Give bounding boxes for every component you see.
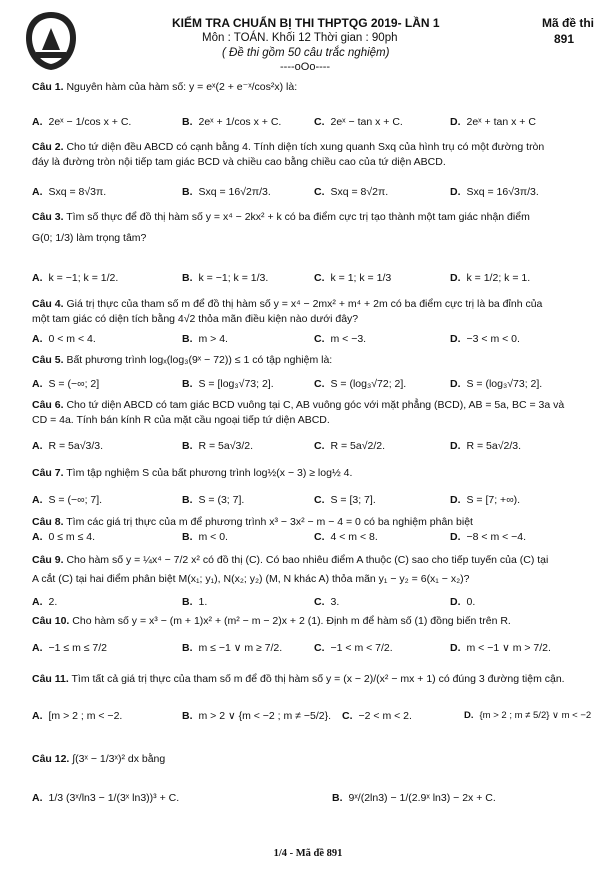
option-a[interactable]: A. 1/3 (3ˣ/ln3 − 1/(3ˣ ln3))³ + C.: [32, 792, 180, 804]
question-2: Câu 2. Cho tứ diện đều ABCD có cạnh bằng 4. Tính diện tích xung quanh Sxq của hình trụ có một đường tròn đáy là đường tròn nội tiếp tam giác BCD và chiều cao bằng chiều cao của tứ diện ABCD.: [32, 141, 545, 168]
option-a[interactable]: A. −1 ≤ m ≤ 7/2: [32, 642, 108, 654]
option-b[interactable]: B. m < 0.: [182, 531, 228, 543]
question-7-options: [32, 494, 592, 514]
option-d[interactable]: D. 0.: [450, 596, 476, 608]
question-2-options: [32, 186, 592, 206]
question-8-options: [32, 531, 592, 551]
option-b[interactable]: B. k = −1; k = 1/3.: [182, 272, 269, 284]
question-12: Câu 12. ∫(3ˣ − 1/3ˣ)² dx bằng: [32, 753, 166, 765]
option-a[interactable]: A. R = 5a√3/3.: [32, 440, 104, 452]
option-a[interactable]: A. 2eˣ − 1/cos x + C.: [32, 116, 132, 128]
option-c[interactable]: C. Sxq = 8√2π.: [314, 186, 389, 198]
question-4-options: [32, 333, 592, 353]
school-logo-icon: [22, 10, 80, 72]
option-c[interactable]: C. 3.: [314, 596, 340, 608]
option-b[interactable]: B. 9ˣ/(2ln3) − 1/(2.9ˣ ln3) − 2x + C.: [332, 792, 496, 804]
question-8: Câu 8. Tìm các giá trị thực của m để phương trình x³ − 3x² − m − 4 = 0 có ba nghiệm phân biệt: [32, 516, 473, 528]
question-3: Câu 3. Tìm số thực để đồ thị hàm số y = x⁴ − 2kx² + k có ba điểm cực trị tạo thành một tam giác nhận điểm G(0; 1/3) làm trọng tâm?: [32, 211, 530, 244]
question-9-options: [32, 596, 592, 616]
question-4: Câu 4. Giá trị thực của tham số m để đồ thị hàm số y = x⁴ − 2mx² + m⁴ + 2m có ba điểm cực trị là ba đỉnh của một tam giác có diện tích bằng 4√2 thỏa mãn điều kiện nào dưới đây?: [32, 298, 543, 325]
question-10-options: [32, 642, 592, 662]
option-c[interactable]: C. S = (log₃√72; 2].: [314, 378, 407, 390]
question-11-options: [32, 710, 592, 730]
option-b[interactable]: B. 2eˣ + 1/cos x + C.: [182, 116, 282, 128]
option-c[interactable]: C. 2eˣ − tan x + C.: [314, 116, 403, 128]
question-5: Câu 5. Bất phương trình logₓ(log₃(9ˣ − 72)) ≤ 1 có tập nghiệm là:: [32, 354, 333, 366]
question-12-options: [32, 792, 592, 812]
option-b[interactable]: B. Sxq = 16√2π/3.: [182, 186, 271, 198]
option-c[interactable]: C. −2 < m < 2.: [342, 710, 412, 722]
exam-header: [22, 10, 596, 74]
page-footer: 1/4 - Mã đề 891: [273, 848, 343, 859]
option-c[interactable]: C. S = [3; 7].: [314, 494, 376, 506]
option-c[interactable]: C. −1 < m < 7/2.: [314, 642, 393, 654]
question-5-options: [32, 378, 592, 398]
option-b[interactable]: B. R = 5a√3/2.: [182, 440, 254, 452]
option-b[interactable]: B. S = [log₃√73; 2].: [182, 378, 274, 390]
option-d[interactable]: D. R = 5a√2/3.: [450, 440, 522, 452]
option-d[interactable]: D. {m > 2 ; m ≠ 5/2} ∨ m < −2: [464, 710, 592, 721]
option-d[interactable]: D. 2eˣ + tan x + C: [450, 116, 536, 128]
exam-subject-line: Môn : TOÁN. Khối 12 Thời gian : 90ph: [202, 32, 398, 44]
exam-note: ( Đề thi gồm 50 câu trắc nghiệm): [222, 47, 390, 59]
option-c[interactable]: C. k = 1; k = 1/3: [314, 272, 392, 284]
option-b[interactable]: B. m ≤ −1 ∨ m ≥ 7/2.: [182, 642, 283, 654]
exam-code-value: 891: [554, 32, 575, 46]
option-a[interactable]: A. Sxq = 8√3π.: [32, 186, 107, 198]
option-a[interactable]: A. 2.: [32, 596, 58, 608]
option-a[interactable]: A. 0 < m < 4.: [32, 333, 96, 345]
question-10: Câu 10. Cho hàm số y = x³ − (m + 1)x² + (m² − m − 2)x + 2 (1). Định m để hàm số (1) đồng biến trên R.: [32, 615, 511, 627]
exam-title: KIỂM TRA CHUẨN BỊ THI THPTQG 2019- LẦN 1: [172, 16, 440, 30]
option-c[interactable]: C. 4 < m < 8.: [314, 531, 378, 543]
question-6-options: [32, 440, 592, 460]
option-d[interactable]: D. S = [7; +∞).: [450, 494, 521, 506]
option-a[interactable]: A. 0 ≤ m ≤ 4.: [32, 531, 96, 543]
question-7: Câu 7. Tìm tập nghiệm S của bất phương trình log½(x − 3) ≥ log½ 4.: [32, 467, 353, 479]
option-c[interactable]: C. R = 5a√2/2.: [314, 440, 386, 452]
option-d[interactable]: D. k = 1/2; k = 1.: [450, 272, 531, 284]
question-11: Câu 11. Tìm tất cả giá trị thực của tham số m để đồ thị hàm số y = (x − 2)/(x² − mx + 1) có đúng 3 đường tiệm cận.: [32, 673, 565, 685]
exam-code-label: Mã đề thi: [542, 16, 595, 30]
option-d[interactable]: D. Sxq = 16√3π/3.: [450, 186, 539, 198]
question-3-options: [32, 272, 592, 292]
question-1: Câu 1. Nguyên hàm của hàm số: y = eˣ(2 + e⁻ˣ/cos²x) là:: [32, 81, 298, 93]
question-9: Câu 9. Cho hàm số y = ¼x⁴ − 7/2 x² có đồ thị (C). Có bao nhiêu điểm A thuộc (C) sao cho tiếp tuyến của (C) tại A cắt (C) tại hai điểm phân biệt M(x₁; y₁), N(x₂; y₂) (M, N khác A) thỏa mãn y₁ − y₂ = 6(x₁ − x₂)?: [32, 554, 549, 585]
option-a[interactable]: A. S = (−∞; 7].: [32, 494, 103, 506]
option-d[interactable]: D. −8 < m < −4.: [450, 531, 527, 543]
question-1-options: [32, 116, 592, 136]
option-b[interactable]: B. m > 4.: [182, 333, 228, 345]
question-6: Câu 6. Cho tứ diện ABCD có tam giác BCD vuông tại C, AB vuông góc với mặt phẳng (BCD), AB = 5a, BC = 3a và CD = 4a. Tính bán kính R của mặt cầu ngoại tiếp tứ diện ABCD.: [32, 399, 565, 426]
option-d[interactable]: D. m < −1 ∨ m > 7/2.: [450, 642, 551, 654]
option-b[interactable]: B. 1.: [182, 596, 208, 608]
option-b[interactable]: B. m > 2 ∨ {m < −2 ; m ≠ −5/2}.: [182, 710, 332, 722]
option-b[interactable]: B. S = (3; 7].: [182, 494, 245, 506]
header-separator: ----oOo----: [280, 61, 331, 73]
option-c[interactable]: C. m < −3.: [314, 333, 367, 345]
option-a[interactable]: A. k = −1; k = 1/2.: [32, 272, 119, 284]
option-a[interactable]: A. [m > 2 ; m < −2.: [32, 710, 123, 722]
option-d[interactable]: D. −3 < m < 0.: [450, 333, 520, 345]
option-d[interactable]: D. S = (log₃√73; 2].: [450, 378, 543, 390]
option-a[interactable]: A. S = (−∞; 2]: [32, 378, 100, 390]
